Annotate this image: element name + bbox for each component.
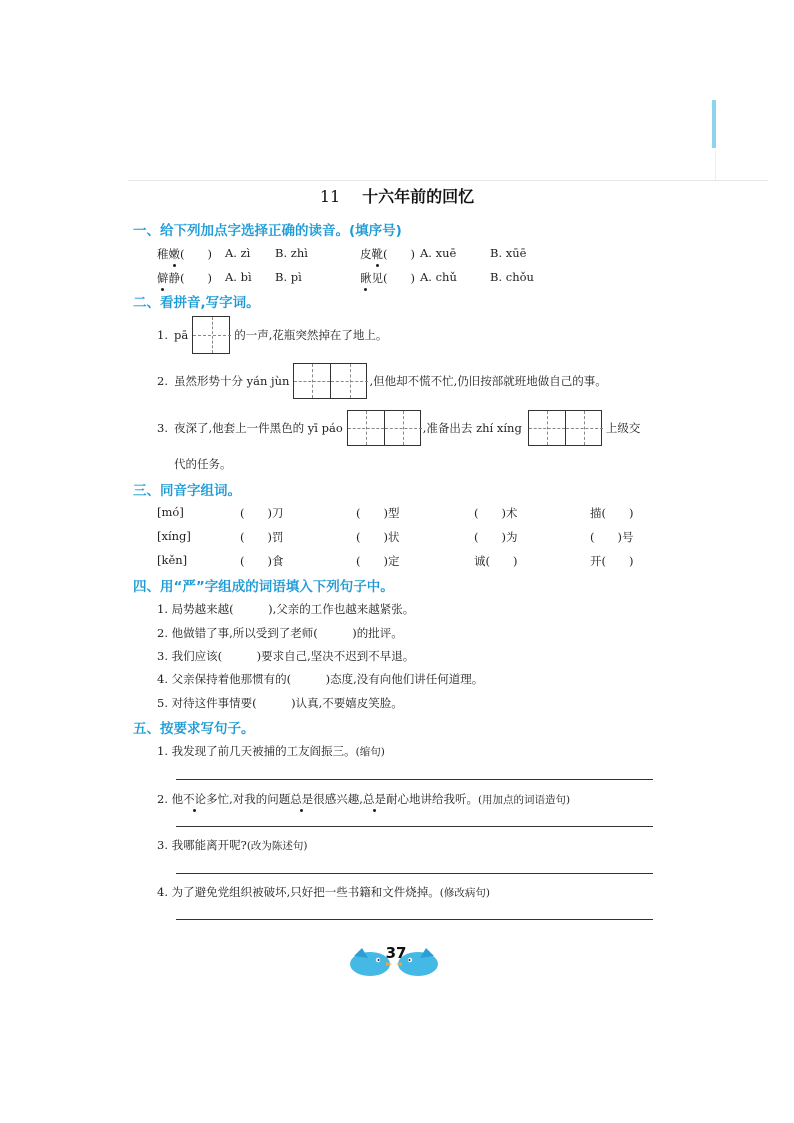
s3-r1-c2: ( )型 xyxy=(356,506,400,520)
page-number: 37 xyxy=(385,944,407,962)
pinyin: pā xyxy=(173,328,189,342)
s1-row2-left-b: B. pì xyxy=(275,270,302,284)
s1-row2-right: 瞅见( ) xyxy=(360,271,415,285)
s3-r2-c1: ( )罚 xyxy=(240,530,284,544)
s3-r2-c3: ( )为 xyxy=(474,530,518,544)
s2-q1: 1. pā 的一声,花瓶突然掉在了地上。 xyxy=(157,316,387,354)
dotted-char: 瞅 xyxy=(360,271,372,285)
s1-row1-left: 稚嫩( ) xyxy=(157,247,212,261)
lesson-title: 十六年前的回忆 xyxy=(362,187,475,206)
writing-grid-1[interactable] xyxy=(192,316,230,354)
writing-grid-4[interactable] xyxy=(528,410,602,446)
s3-r3-c3: 诚( ) xyxy=(474,554,518,568)
dotted-word: 总是 xyxy=(290,792,314,806)
s3-r3-c1: ( )食 xyxy=(240,554,284,568)
s4-item-2: 2. 他做错了事,所以受到了老师( )的批评。 xyxy=(157,626,403,640)
s2-q2: 2. 虽然形势十分 yán jùn ,但他却不慌不忙,仍旧按部就班地做自己的事。 xyxy=(157,363,607,399)
s3-r2-c4: ( )号 xyxy=(590,530,634,544)
s3-r2-pinyin: [xíng] xyxy=(157,529,191,543)
s3-r3-c4: 开( ) xyxy=(590,554,634,568)
s5-item-1: 1. 我发现了前几天被捕的工友阎振三。(缩句) xyxy=(157,744,385,758)
dotted-char: 靴 xyxy=(371,247,383,261)
s1-row1-left-b: B. zhì xyxy=(275,246,308,260)
writing-grid-2[interactable] xyxy=(293,363,367,399)
s4-item-3: 3. 我们应该( )要求自己,坚决不迟到不早退。 xyxy=(157,649,415,663)
s3-r2-c2: ( )状 xyxy=(356,530,400,544)
s1-row2-right-b: B. chǒu xyxy=(490,270,534,284)
s3-r1-pinyin: [mó] xyxy=(157,505,184,519)
s4-item-5: 5. 对待这件事情要( )认真,不要嬉皮笑脸。 xyxy=(157,696,403,710)
s2-q3-continuation: 代的任务。 xyxy=(174,457,232,471)
section4-heading: 四、用“严”字组成的词语填入下列句子中。 xyxy=(133,579,394,595)
section3-heading: 三、同音字组词。 xyxy=(133,483,241,499)
section1-heading: 一、给下列加点字选择正确的读音。(填序号) xyxy=(133,223,402,239)
s4-item-4: 4. 父亲保持着他那惯有的( )态度,没有向他们讲任何道理。 xyxy=(157,672,484,686)
lesson-number: 11 xyxy=(319,187,341,206)
answer-line-2[interactable] xyxy=(176,826,653,827)
section5-heading: 五、按要求写句子。 xyxy=(133,721,255,737)
s1-row1-left-a: A. zì xyxy=(225,246,251,260)
answer-line-1[interactable] xyxy=(176,779,653,780)
answer-line-3[interactable] xyxy=(176,873,653,874)
s1-row2-left: 僻静( ) xyxy=(157,271,212,285)
header-rule xyxy=(128,180,768,181)
dotted-word: 总是 xyxy=(362,792,386,806)
dotted-char: 嫩 xyxy=(168,247,180,261)
s1-row1-right-b: B. xūē xyxy=(490,246,527,260)
s4-item-1: 1. 局势越来越( ),父亲的工作也越来越紧张。 xyxy=(157,602,415,616)
writing-grid-3[interactable] xyxy=(347,410,421,446)
s3-r3-pinyin: [kěn] xyxy=(157,553,188,567)
s1-row2-right-a: A. chǔ xyxy=(420,270,457,284)
s5-item-4: 4. 为了避免党组织被破坏,只好把一些书籍和文件烧掉。(修改病句) xyxy=(157,885,490,899)
s2-q3: 3. 夜深了,他套上一件黑色的 yī páo ,准备出去 zhí xíng 上级交 xyxy=(157,410,640,446)
s5-item-2: 2. 他不论多忙,对我的问题总是很感兴趣,总是耐心地讲给我听。(用加点的词语造句) xyxy=(157,792,571,806)
answer-line-4[interactable] xyxy=(176,919,653,920)
s1-row2-left-a: A. bì xyxy=(225,270,252,284)
s3-r1-c1: ( )刀 xyxy=(240,506,284,520)
s1-row1-right-a: A. xuē xyxy=(420,246,457,260)
page-title xyxy=(0,184,794,207)
side-tab-marker xyxy=(712,100,716,148)
s3-r3-c2: ( )定 xyxy=(356,554,400,568)
s3-r1-c3: ( )术 xyxy=(474,506,518,520)
side-tab-line xyxy=(715,150,716,180)
dotted-word: 不论 xyxy=(183,792,207,806)
dotted-char: 僻 xyxy=(157,271,169,285)
s5-item-3: 3. 我哪能离开呢?(改为陈述句) xyxy=(157,838,308,852)
section2-heading: 二、看拼音,写字词。 xyxy=(133,295,260,311)
s3-r1-c4: 描( ) xyxy=(590,506,634,520)
s1-row1-right: 皮靴( ) xyxy=(360,247,415,261)
